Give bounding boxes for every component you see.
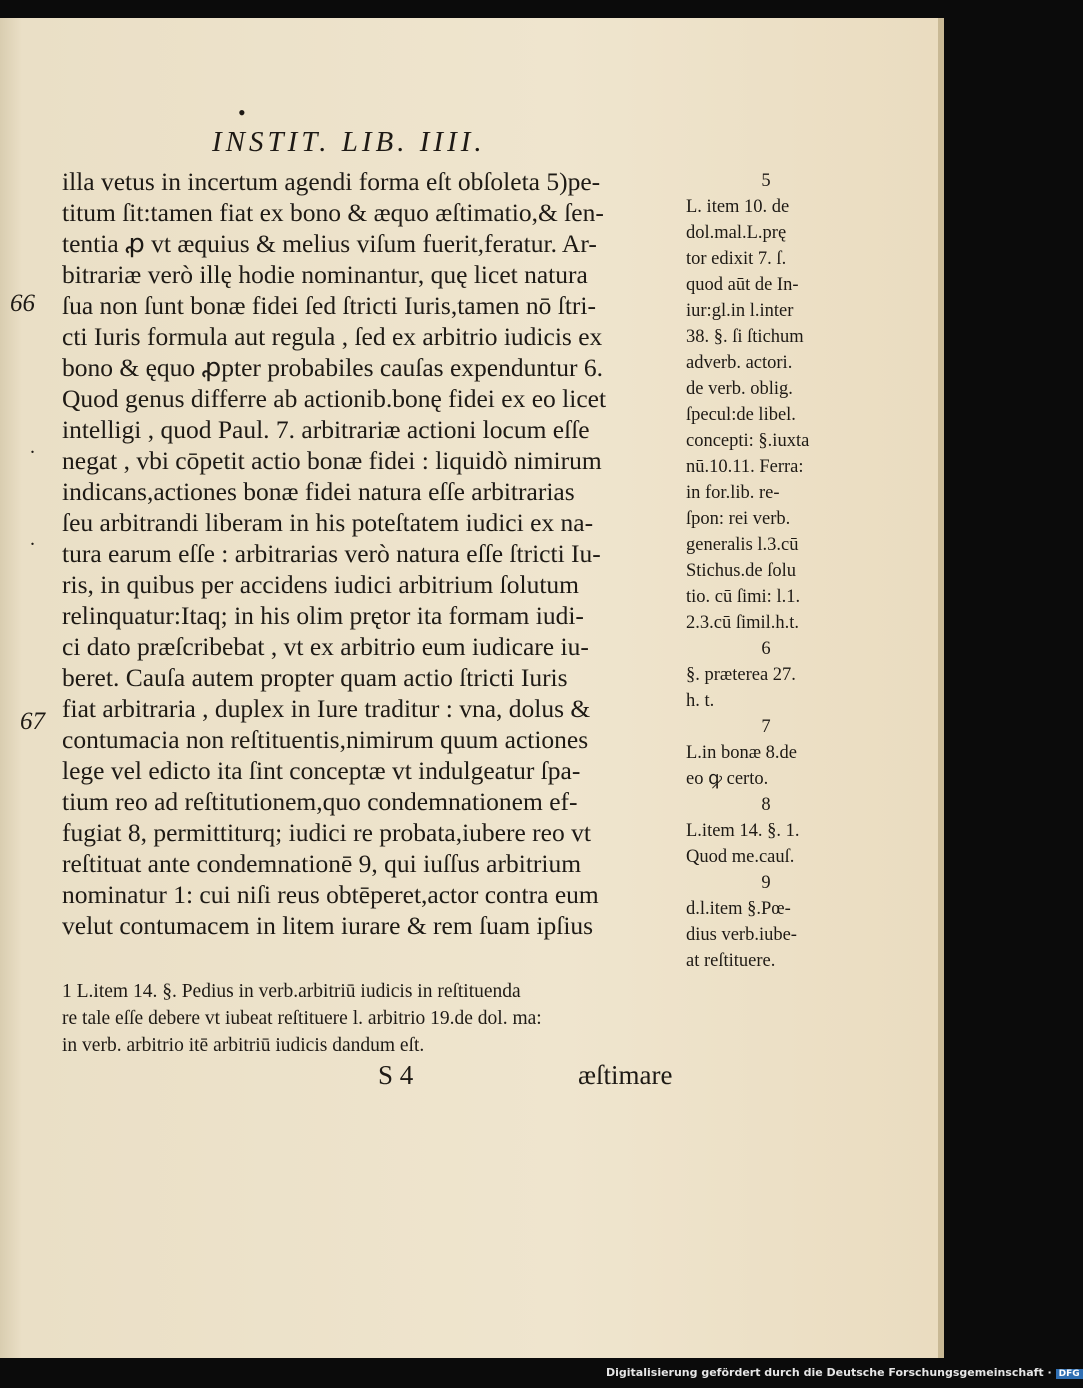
text-line: ris, in quibus per accidens iudici arbitrium ſolutum <box>62 570 579 599</box>
text-line: velut contumacem in litem iurare & rem ſuam ipſius <box>62 911 594 940</box>
side-note-line: in for.lib. re- <box>686 483 780 503</box>
running-title: INSTIT. LIB. IIII. <box>212 126 486 158</box>
text-line: fiat arbitraria , duplex in Iure traditur : vna, dolus & <box>62 694 591 723</box>
side-note-line: d.l.item §.Pœ- <box>686 899 791 919</box>
side-note-line: 6 <box>761 639 771 659</box>
side-note-line: 9 <box>761 873 771 893</box>
margin-dot: . <box>30 528 35 550</box>
footnote-line: in verb. arbitrio itē arbitriū iudicis dandum eſt. <box>62 1035 425 1056</box>
side-note-line: 5 <box>761 171 771 191</box>
text-line: nominatur 1: cui niſi reus obtēperet,actor contra eum <box>62 880 599 909</box>
side-note-line: concepti: §.iuxta <box>686 431 810 451</box>
book-page <box>0 18 944 1358</box>
side-note-line: dius verb.iube- <box>686 925 797 945</box>
side-note-line: dol.mal.L.prę <box>686 223 787 243</box>
margin-number: 67 <box>20 708 45 735</box>
side-notes-column <box>686 168 846 974</box>
banner-text: Digitalisierung gefördert durch die Deutsche Forschungsgemeinschaft · <box>606 1366 1052 1379</box>
text-line: beret. Cauſa autem propter quam actio ſtricti Iuris <box>62 663 568 692</box>
side-note-line: Stichus.de ſolu <box>686 561 796 581</box>
text-line: bono & ęquo ꝓpter probabiles cauſas expenduntur 6. <box>62 353 603 382</box>
side-note-line: 2.3.cū ſimil.h.t. <box>686 613 800 633</box>
margin-number: 66 <box>10 290 35 317</box>
text-line: ci dato præſcribebat , vt ex arbitrio eum iudicare iu- <box>62 632 589 661</box>
text-line: relinquatur:Itaq; in his olim prętor ita formam iudi- <box>62 601 584 630</box>
side-note-line: 7 <box>761 717 771 737</box>
side-note-line: nū.10.11. Ferra: <box>686 457 804 477</box>
text-line: bitrariæ verò illę hodie nominantur, quę licet natura <box>62 260 588 289</box>
margin-dot: . <box>30 436 35 458</box>
text-line: ſeu arbitrandi liberam in his poteſtatem iudici ex na- <box>62 508 594 537</box>
text-line: fugiat 8, permittiturq; iudici re probata,iubere reo vt <box>62 818 591 847</box>
side-note-line: de verb. oblig. <box>686 379 793 399</box>
side-note-line: 38. §. ſi ſtichum <box>686 327 804 347</box>
text-line: intelligi , quod Paul. 7. arbitrariæ actioni locum eſſe <box>62 415 590 444</box>
text-line: indicans,actiones bonæ fidei natura eſſe arbitrarias <box>62 477 575 506</box>
text-line: contumacia non reſtituentis,nimirum quum actiones <box>62 725 589 754</box>
side-note-line: at reſtituere. <box>686 951 776 971</box>
main-text-block <box>62 166 688 941</box>
text-line: tentia ꝓ vt æquius & melius viſum fuerit,feratur. Ar- <box>62 229 597 258</box>
side-note-line: h. t. <box>686 691 715 711</box>
side-note-line: 8 <box>761 795 771 815</box>
side-note-line: eo ꝙ certo. <box>686 769 769 789</box>
text-line: reſtituat ante condemnationē 9, qui iuſſus arbitrium <box>62 849 582 878</box>
signature-mark: S 4 <box>378 1060 414 1090</box>
side-note-line: iur:gl.in l.inter <box>686 301 794 321</box>
digitization-banner <box>606 1366 1083 1379</box>
side-note-line: tor edixit 7. ſ. <box>686 249 787 269</box>
side-note-line: quod aūt de In- <box>686 275 799 295</box>
text-line: lege vel edicto ita ſint conceptæ vt indulgeatur ſpa- <box>62 756 581 785</box>
side-note-line: tio. cū ſimi: l.1. <box>686 587 801 607</box>
footnote-block <box>62 978 686 1059</box>
side-note-line: generalis l.3.cū <box>686 535 799 555</box>
side-note-line: ſpecul:de libel. <box>686 405 796 425</box>
catchword: æſtimare <box>578 1060 673 1090</box>
top-dot: • <box>238 100 246 125</box>
footnote-line: re tale eſſe debere vt iubeat reſtituere l. arbitrio 19.de dol. ma: <box>62 1008 542 1029</box>
footnote-line: 1 L.item 14. §. Pedius in verb.arbitriū iudicis in reſtituenda <box>62 981 521 1002</box>
side-note-line: §. præterea 27. <box>686 665 796 685</box>
side-note-line: L. item 10. de <box>686 197 790 217</box>
text-line: Quod genus differre ab actionib.bonę fidei ex eo licet <box>62 384 607 413</box>
dfg-logo: DFG <box>1056 1369 1083 1379</box>
side-note-line: L.in bonæ 8.de <box>686 743 797 763</box>
text-line: illa vetus in incertum agendi forma eſt obſoleta 5)pe- <box>62 167 601 196</box>
side-note-line: L.item 14. §. 1. <box>686 821 800 841</box>
text-line: titum ſit:tamen fiat ex bono & æquo æſtimatio,& ſen- <box>62 198 604 227</box>
text-line: ſua non ſunt bonæ fidei ſed ſtricti Iuris,tamen nō ſtri- <box>62 291 596 320</box>
text-line: negat , vbi cōpetit actio bonæ fidei : liquidò nimirum <box>62 446 602 475</box>
text-line: tura earum eſſe : arbitrarias verò natura eſſe ſtricti Iu- <box>62 539 601 568</box>
text-line: tium reo ad reſtitutionem,quo condemnationem ef- <box>62 787 578 816</box>
side-note-line: Quod me.cauſ. <box>686 847 795 867</box>
text-line: cti Iuris formula aut regula , ſed ex arbitrio iudicis ex <box>62 322 603 351</box>
side-note-line: ſpon: rei verb. <box>686 509 791 529</box>
side-note-line: adverb. actori. <box>686 353 793 373</box>
